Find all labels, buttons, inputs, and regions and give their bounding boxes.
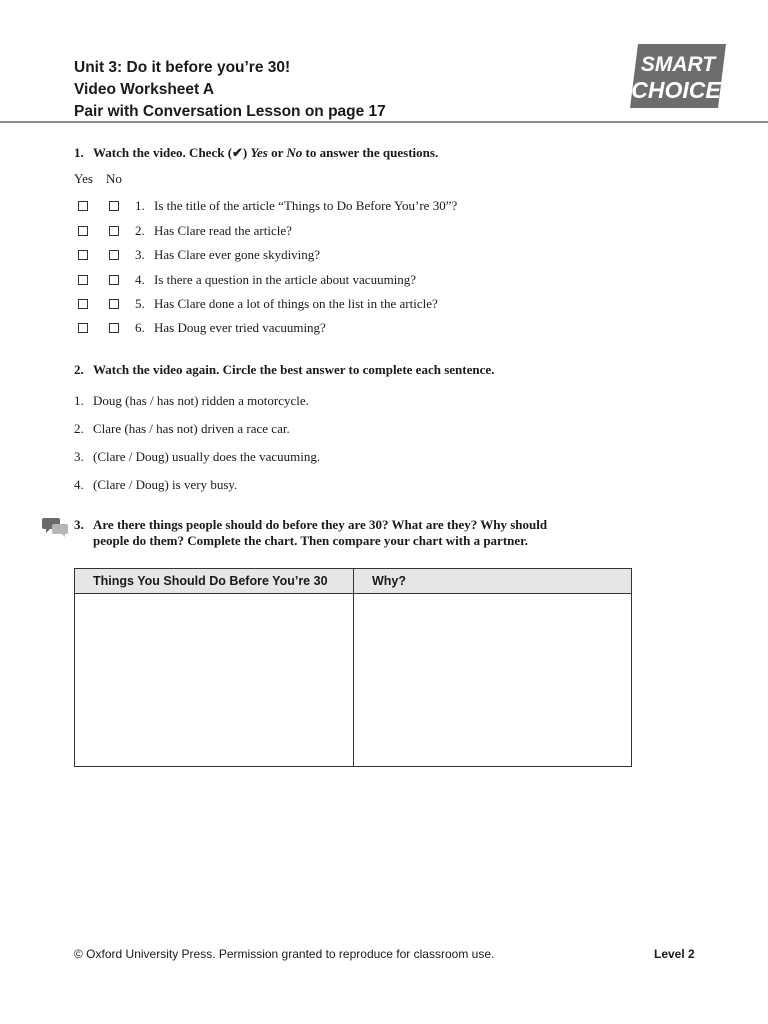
yes-checkbox[interactable] [78, 299, 88, 309]
section1-number: 1. [74, 145, 84, 160]
chart-header-why: Why? [372, 574, 407, 588]
chart-cell-things[interactable] [75, 594, 353, 766]
yes-checkbox[interactable] [78, 226, 88, 236]
section1-instr-yes: Yes [250, 145, 268, 160]
smart-choice-logo [630, 44, 726, 108]
no-checkbox[interactable] [109, 323, 119, 333]
sentence-item[interactable] [74, 477, 237, 493]
question-text: Is there a question in the article about vacuuming? [154, 272, 417, 287]
logo-line-choice: CHOICE [631, 77, 721, 103]
yes-checkbox[interactable] [78, 323, 88, 333]
conversation-icon [42, 516, 70, 538]
question-text: Has Clare read the article? [154, 223, 292, 238]
answer-chart [74, 568, 632, 767]
section2-instructions [74, 362, 494, 378]
question-number: 3. [135, 247, 145, 262]
yes-checkbox[interactable] [78, 275, 88, 285]
no-checkbox[interactable] [109, 226, 119, 236]
sentence-number: 1. [74, 393, 84, 408]
yes-column-label: Yes [74, 171, 93, 186]
section2-instr-text: Watch the video again. Circle the best answer to complete each sentence. [93, 362, 495, 377]
level-label: Level 2 [654, 947, 695, 961]
pair-note: Pair with Conversation Lesson on page 17 [74, 103, 386, 120]
no-checkbox[interactable] [109, 250, 119, 260]
sentence-number: 4. [74, 477, 84, 492]
question-text: Has Doug ever tried vacuuming? [154, 320, 326, 335]
section2-number: 2. [74, 362, 84, 377]
question-text: Has Clare ever gone skydiving? [154, 247, 321, 262]
question-number: 4. [135, 272, 145, 287]
logo-line-smart: SMART [640, 53, 716, 76]
question-number: 5. [135, 296, 145, 311]
question-text: Is the title of the article “Things to Do Before You’re 30”? [154, 198, 458, 213]
sentence-text: (Clare / Doug) is very busy. [93, 477, 238, 492]
sentence-item[interactable] [74, 393, 309, 409]
header-divider [0, 121, 768, 123]
section3-instr-line2: people do them? Complete the chart. Then compare your chart with a partner. [93, 533, 528, 548]
question-text: Has Clare done a lot of things on the list in the article? [154, 296, 438, 311]
question-number: 2. [135, 223, 145, 238]
worksheet-header [74, 57, 386, 123]
chart-cell-why[interactable] [354, 594, 631, 766]
sentence-text: Clare (has / has not) driven a race car. [93, 421, 290, 436]
sentence-text: Doug (has / has not) ridden a motorcycle. [93, 393, 309, 408]
sentence-item[interactable] [74, 449, 320, 465]
copyright-notice: © Oxford University Press. Permission granted to reproduce for classroom use. [74, 947, 495, 961]
yes-checkbox[interactable] [78, 201, 88, 211]
question-number: 1. [135, 198, 145, 213]
unit-title: Unit 3: Do it before you’re 30! [74, 59, 291, 76]
worksheet-title: Video Worksheet A [74, 81, 215, 98]
sentence-item[interactable] [74, 421, 290, 437]
section3-number: 3. [74, 517, 84, 532]
section1-instr-part2: to answer the questions. [302, 145, 439, 160]
no-checkbox[interactable] [109, 275, 119, 285]
question-number: 6. [135, 320, 145, 335]
sentence-text: (Clare / Doug) usually does the vacuuming. [93, 449, 321, 464]
section1-instructions [74, 145, 438, 161]
no-checkbox[interactable] [109, 201, 119, 211]
yes-no-header [74, 171, 122, 187]
section3-instr-line1: Are there things people should do before they are 30? What are they? Why should [93, 517, 548, 532]
no-column-label: No [106, 171, 122, 186]
section1-instr-or: or [267, 145, 287, 160]
yes-checkbox[interactable] [78, 250, 88, 260]
section1-instr-no: No [286, 145, 303, 160]
sentence-number: 3. [74, 449, 84, 464]
sentence-number: 2. [74, 421, 84, 436]
section1-instr-part1: Watch the video. Check (✔) [93, 145, 251, 160]
chart-header-things: Things You Should Do Before You’re 30 [93, 574, 328, 588]
no-checkbox[interactable] [109, 299, 119, 309]
